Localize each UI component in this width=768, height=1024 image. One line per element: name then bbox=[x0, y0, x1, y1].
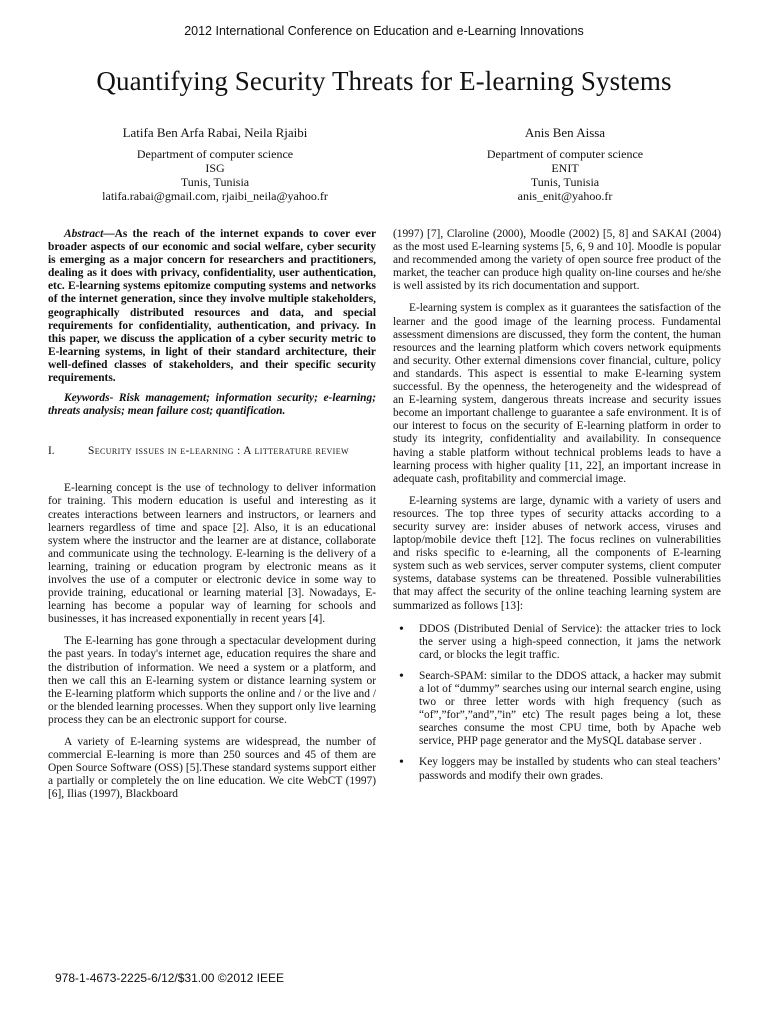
section-number: I. bbox=[48, 445, 55, 458]
author-institution: ENIT bbox=[551, 161, 579, 175]
abstract-lead: Abstract bbox=[64, 228, 104, 240]
section-title: Security issues in e-learning : A litterature review bbox=[88, 445, 349, 458]
paragraph: E-learning concept is the use of technology to deliver information for training. This modern education is useful and interesting as it creates interactions between learners and instructors, or learners and learners regardless of time and space [2]. Also, it is an educational system where the instructor and the learner are at distance, collaborate and communicate using the technology. E-learning is the delivery of a learning, training or education program by electronic means as it involves the use of a computer or electronic device in some way to provide training, educational or learning material [3]. Nowadays, E-learning has become a popular way of learning for schools and businesses, it has increased exponentially in recent years [4]. bbox=[48, 482, 376, 626]
paper-title: Quantifying Security Threats for E-learning Systems bbox=[96, 66, 672, 96]
author-institution: ISG bbox=[205, 161, 225, 175]
author-email: latifa.rabai@gmail.com, rjaibi_neila@yahoo.fr bbox=[102, 189, 328, 203]
left-column bbox=[48, 228, 376, 801]
vulnerability-list bbox=[393, 623, 721, 783]
abstract bbox=[48, 228, 376, 385]
author-names: Latifa Ben Arfa Rabai, Neila Rjaibi bbox=[122, 125, 308, 140]
paragraph: (1997) [7], Claroline (2000), Moodle (2002) [5, 8] and SAKAI (2004) as the most used E-learning systems [5, 6, 9 and 10]. Moodle is popular and recommended among the variety of open source free product of the market, the teacher can produce high quality on-line courses and he/she is well assisted by its rich documentation and support. bbox=[393, 228, 721, 293]
author-affiliation: Department of computer science bbox=[136, 147, 294, 161]
author-block-2 bbox=[420, 126, 710, 203]
paragraph: E-learning systems are large, dynamic with a variety of users and resources. The top three types of security attacks according to a security survey are: insider abuses of network access, viruses and laptop/mobile device theft [12]. The focus reclines on vulnerabilities and risks specific to e-learning, all the components of E-learning system such as web services, server computer systems, client computer systems, database systems can be threatened. Possible vulnerabilities that may affect the security of the online teaching learning system are summarized as follows [13]: bbox=[393, 494, 721, 612]
abstract-text: —As the reach of the internet expands to cover ever broader aspects of our economic and social welfare, cyber security is emerging as a major concern for researchers and practitioners, dealing as it does with privacy, confidentiality, user authentication, etc. E-learning systems epitomize computing systems and networks of the internet generation, since they involve multiple stakeholders, geographically distributed resources and data, and special requirements for confidentiality, authentication, and privacy. In this paper, we discuss the application of a cyber security metric to E-learning systems, in light of their standard architecture, their well-defined classes of stakeholders, and their specific security requirements. bbox=[48, 228, 376, 385]
author-email: anis_enit@yahoo.fr bbox=[517, 189, 613, 203]
keywords: Keywords- Risk management; information security; e-learning; threats analysis; mean failure cost; quantification. bbox=[48, 392, 376, 418]
author-location: Tunis, Tunisia bbox=[530, 175, 600, 189]
right-column bbox=[393, 228, 721, 791]
paragraph: E-learning system is complex as it guarantees the satisfaction of the learner and the good image of the learning process. Fundamental assessment dimensions are discussed, they form the content, the human resources and the learning platform which covers network equipments and security. Other external dimensions cover financial, culture, policy and standards. This aspect is essential to make E-learning system successful. By the openness, the heterogeneity and the widespread of an E-learning system, dangerous threats increase and security issues become an important challenge to guarantee a safe environment. It is of our interest to focus on the security of E-learning platform in order to study its integrity, confidentiality and availability. In consequence having a stable platform without technical problems leads to have a learning process with higher quality [11, 22], an important increase in adequate cash, profitability and commercial image. bbox=[393, 302, 721, 485]
list-item: • Search-SPAM: similar to the DDOS attack, a hacker may submit a lot of “dummy” searches using our internal search engine, using two or three letter words with high frequency (such as “of”,”for”,”and”,”in” etc) The result pages being a lot, these searches consume the most CPU time, both by Apache web service, PHP page generator and the MySQL database server . bbox=[393, 670, 721, 749]
author-affiliation: Department of computer science bbox=[486, 147, 644, 161]
section-heading bbox=[48, 438, 376, 464]
paragraph: The E-learning has gone through a spectacular development during the past years. In today's internet age, education requires the share and the distribution of information. We need a system or a platform, and then we call this an E-learning system or distance learning system or the E-learning platform which supports the online and / or the live and / or the blended learning processes. When they support only live learning process they can be an electronic support for course. bbox=[48, 635, 376, 726]
list-item: • DDOS (Distributed Denial of Service): the attacker tries to lock the server using a high-speed connection, it jams the network card, or blocks the legit traffic. bbox=[393, 623, 721, 662]
author-location: Tunis, Tunisia bbox=[180, 175, 250, 189]
copyright-footer: 978-1-4673-2225-6/12/$31.00 ©2012 IEEE bbox=[55, 971, 285, 985]
author-names: Anis Ben Aissa bbox=[524, 125, 606, 140]
paragraph: A variety of E-learning systems are widespread, the number of commercial E-learning is more than 250 sources and 45 of them are Open Source Software (OSS) [5].These standard systems support either a partially or completely the on line education. We cite WebCT (1997) [6], Ilias (1997), Blackboard bbox=[48, 736, 376, 801]
conference-header: 2012 International Conference on Education and e-Learning Innovations bbox=[184, 24, 584, 38]
list-item: • Key loggers may be installed by students who can steal teachers’ passwords and modify their own grades. bbox=[393, 756, 721, 782]
author-block-1 bbox=[80, 126, 350, 203]
